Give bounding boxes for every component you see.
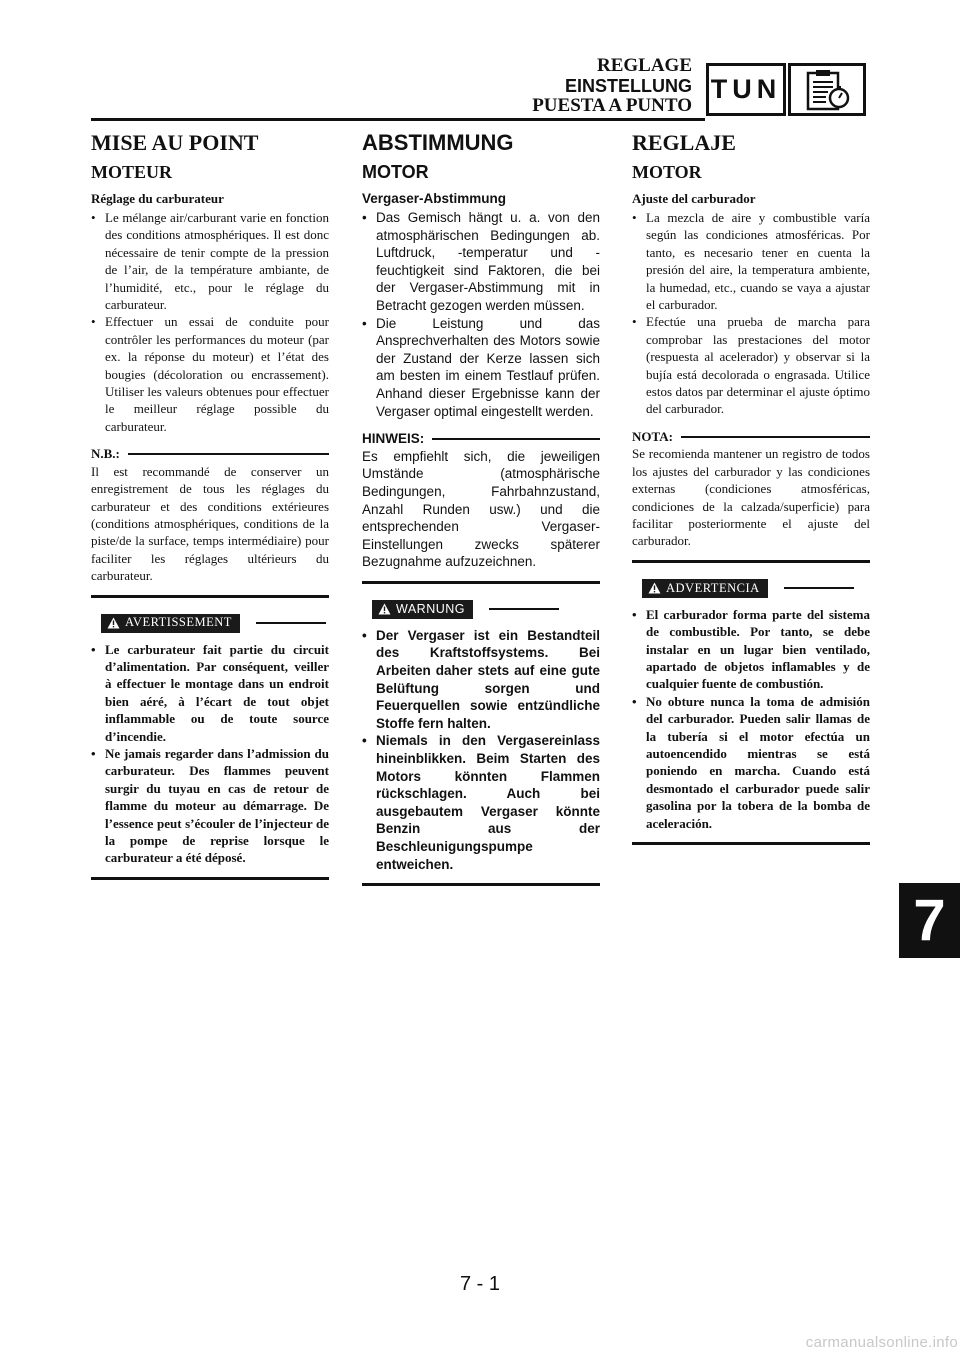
section-title: REGLAJE (632, 130, 736, 155)
warning-rule (256, 622, 326, 624)
warning-header (632, 579, 870, 598)
warning-end-rule (91, 877, 329, 880)
warning-end-rule (632, 842, 870, 845)
warning-label: AVERTISSEMENT (125, 615, 232, 630)
watermark: carmanualsonline.info (805, 1334, 958, 1351)
section-icon-box (788, 63, 866, 116)
header-titles (532, 56, 692, 116)
warning-triangle-icon (648, 582, 661, 594)
note-text: Es empfiehlt sich, die jeweiligen Umstände (atmosphärische Bedingungen, Fahrbahnzustand, Anzahl Runden usw.) und die entsprechenden Vergaser-Einstellungen zwecks späterer Bezugnahme aufzuzeichnen. (362, 448, 600, 570)
note-label: NOTA: (632, 428, 673, 444)
warning-item: • No obture nunca la toma de admisión del carburador. Pueden salir llamas de la tubería si el motor efectúa un autoencendido mientras se está poniendo en marcha. Cuando está desmontado el carburador puede salir gasolina por la tobera de la bomba de aceleración. (632, 693, 870, 832)
note-text: Il est recommandé de conserver un enregistrement de tous les réglages du carburateur et des conditions extérieures (conditions atmosphériques, conditions de la piste/de la surface, temps intermédiaire) pour faciliter les réglages ultérieurs du carburateur. (91, 463, 329, 584)
note-end-rule (632, 560, 870, 563)
note-end-rule (362, 581, 600, 584)
note-header (362, 430, 600, 448)
paragraph-heading: Réglage du carburateur (91, 191, 224, 206)
note-rule (432, 438, 600, 440)
warning-badge (372, 600, 473, 619)
note-text: Se recomienda mantener un registro de todos los ajustes del carburador y las condiciones externas (condiciones atmosféricas, condiciones de la calzada/superficie) para facilitar posteriormente el ajuste del carburador. (632, 446, 870, 549)
section-subtitle: MOTOR (362, 162, 429, 182)
note-rule (128, 453, 329, 455)
column-german (362, 128, 600, 886)
section-code: TUN (710, 74, 782, 104)
instruction-list (632, 209, 870, 418)
warning-label: ADVERTENCIA (666, 580, 760, 595)
paragraph-heading: Ajuste del carburador (632, 191, 756, 206)
chapter-number: 7 (913, 888, 946, 953)
warning-item: • Ne jamais regarder dans l’admission du carburateur. Des flammes peuvent surgir du tuyau en cas de retour de flamme du moteur au démarrage. De l’essence peut s’écouler de l’injecteur de la pompe de reprise lorsque le carburateur a été déposé. (91, 745, 329, 867)
note-header (632, 428, 870, 445)
warning-triangle-icon (107, 617, 120, 629)
header-title-es: PUESTA A PUNTO (532, 95, 692, 116)
list-item: • La mezcla de aire y combustible varía según las condiciones atmosféricas. Por tanto, es necesario tener en cuenta la presión del aire, la temperatura ambiente, la humedad, etc., cuando se vaya a ajustar el carburador. (632, 209, 870, 313)
note-label: N.B.: (91, 446, 120, 462)
warning-item: • Der Vergaser ist ein Bestandteil des Kraftstoffsystems. Bei Arbeiten daher stets auf eine gute Belüftung sorgen und Feuerquellen sowie entzündliche Stoffe fern halten. (362, 627, 600, 733)
header-title-fr: REGLAGE (596, 55, 692, 76)
section-code-box (706, 63, 786, 116)
section-title: ABSTIMMUNG (362, 130, 514, 155)
section-subtitle: MOTOR (632, 162, 702, 182)
instruction-list (362, 209, 600, 420)
warning-item: • Niemals in den Vergasereinlass hineinblikken. Beim Starten des Motors könnten Flammen rückschlagen. Auch bei ausgebautem Vergaser könnte Benzin aus der Beschleunigungspumpe entweichen. (362, 732, 600, 873)
note-rule (681, 436, 870, 438)
list-item: • Die Leistung und das Ansprechverhalten des Motors sowie der Zustand der Kerze lassen sich am besten im einem Testlauf prüfen. Anhand dieser Ergebnisse kann der Vergaser optimal eingestellt werden. (362, 315, 600, 421)
warning-label: WARNUNG (396, 601, 466, 616)
section-title: MISE AU POINT (91, 130, 259, 155)
warning-badge (101, 614, 240, 633)
instruction-list (91, 209, 329, 435)
section-subtitle: MOTEUR (91, 162, 172, 182)
warning-item: • Le carburateur fait partie du circuit d’alimentation. Par conséquent, veiller à effectuer le montage dans un endroit bien aéré, à l’écart de tout objet inflammable ou de toute source d’incendie. (91, 641, 329, 745)
warning-badge (642, 579, 768, 598)
warning-rule (784, 587, 854, 589)
column-spanish (632, 128, 870, 845)
chapter-tab (899, 883, 960, 958)
warning-header (91, 614, 329, 633)
paragraph-heading: Vergaser-Abstimmung (362, 191, 507, 206)
list-item: • Das Gemisch hängt u. a. von den atmosphärischen Bedingungen ab. Luftdruck, -temperatur und -feuchtigkeit sind Faktoren, die bei der Vergaser-Abstimmung mit in Betracht gezogen werden müssen. (362, 209, 600, 315)
note-end-rule (91, 595, 329, 598)
list-item: • Le mélange air/carburant varie en fonction des conditions atmosphériques. Il est donc nécessaire de tenir compte de la pression de l’air, de la température ambiante, de l’humidité, etc., pour le réglage du carburateur. (91, 209, 329, 313)
warning-list (91, 641, 329, 867)
warning-header (362, 600, 600, 619)
list-item: • Efectúe una prueba de marcha para comprobar las prestaciones del motor (respuesta al acelerador) y observar si la bujía está decolorada o engrasada. Utilice estos datos par determinar el ajuste óptimo del carburador. (632, 313, 870, 417)
clipboard-stopwatch-icon (802, 68, 852, 112)
column-french (91, 128, 329, 880)
warning-list (362, 627, 600, 873)
warning-list (632, 606, 870, 832)
note-header (91, 445, 329, 462)
header-title-de: EINSTELLUNG (564, 76, 692, 96)
warning-triangle-icon (378, 603, 391, 615)
header-rule (91, 118, 705, 121)
warning-rule (489, 608, 559, 610)
list-item: • Effectuer un essai de conduite pour contrôler les performances du moteur (par ex. la réponse du moteur) et l’état des bougies (décoloration ou encrassement). Utiliser les valeurs obtenues pour effectuer le meilleur réglage possible du carburateur. (91, 313, 329, 435)
warning-item: • El carburador forma parte del sistema de combustible. Por tanto, se debe instalar en un lugar bien ventilado, apartado de objetos inflamables y de cualquier fuente de combustión. (632, 606, 870, 693)
page-number: 7 - 1 (459, 1273, 501, 1295)
note-label: HINWEIS: (362, 431, 425, 447)
warning-end-rule (362, 883, 600, 886)
